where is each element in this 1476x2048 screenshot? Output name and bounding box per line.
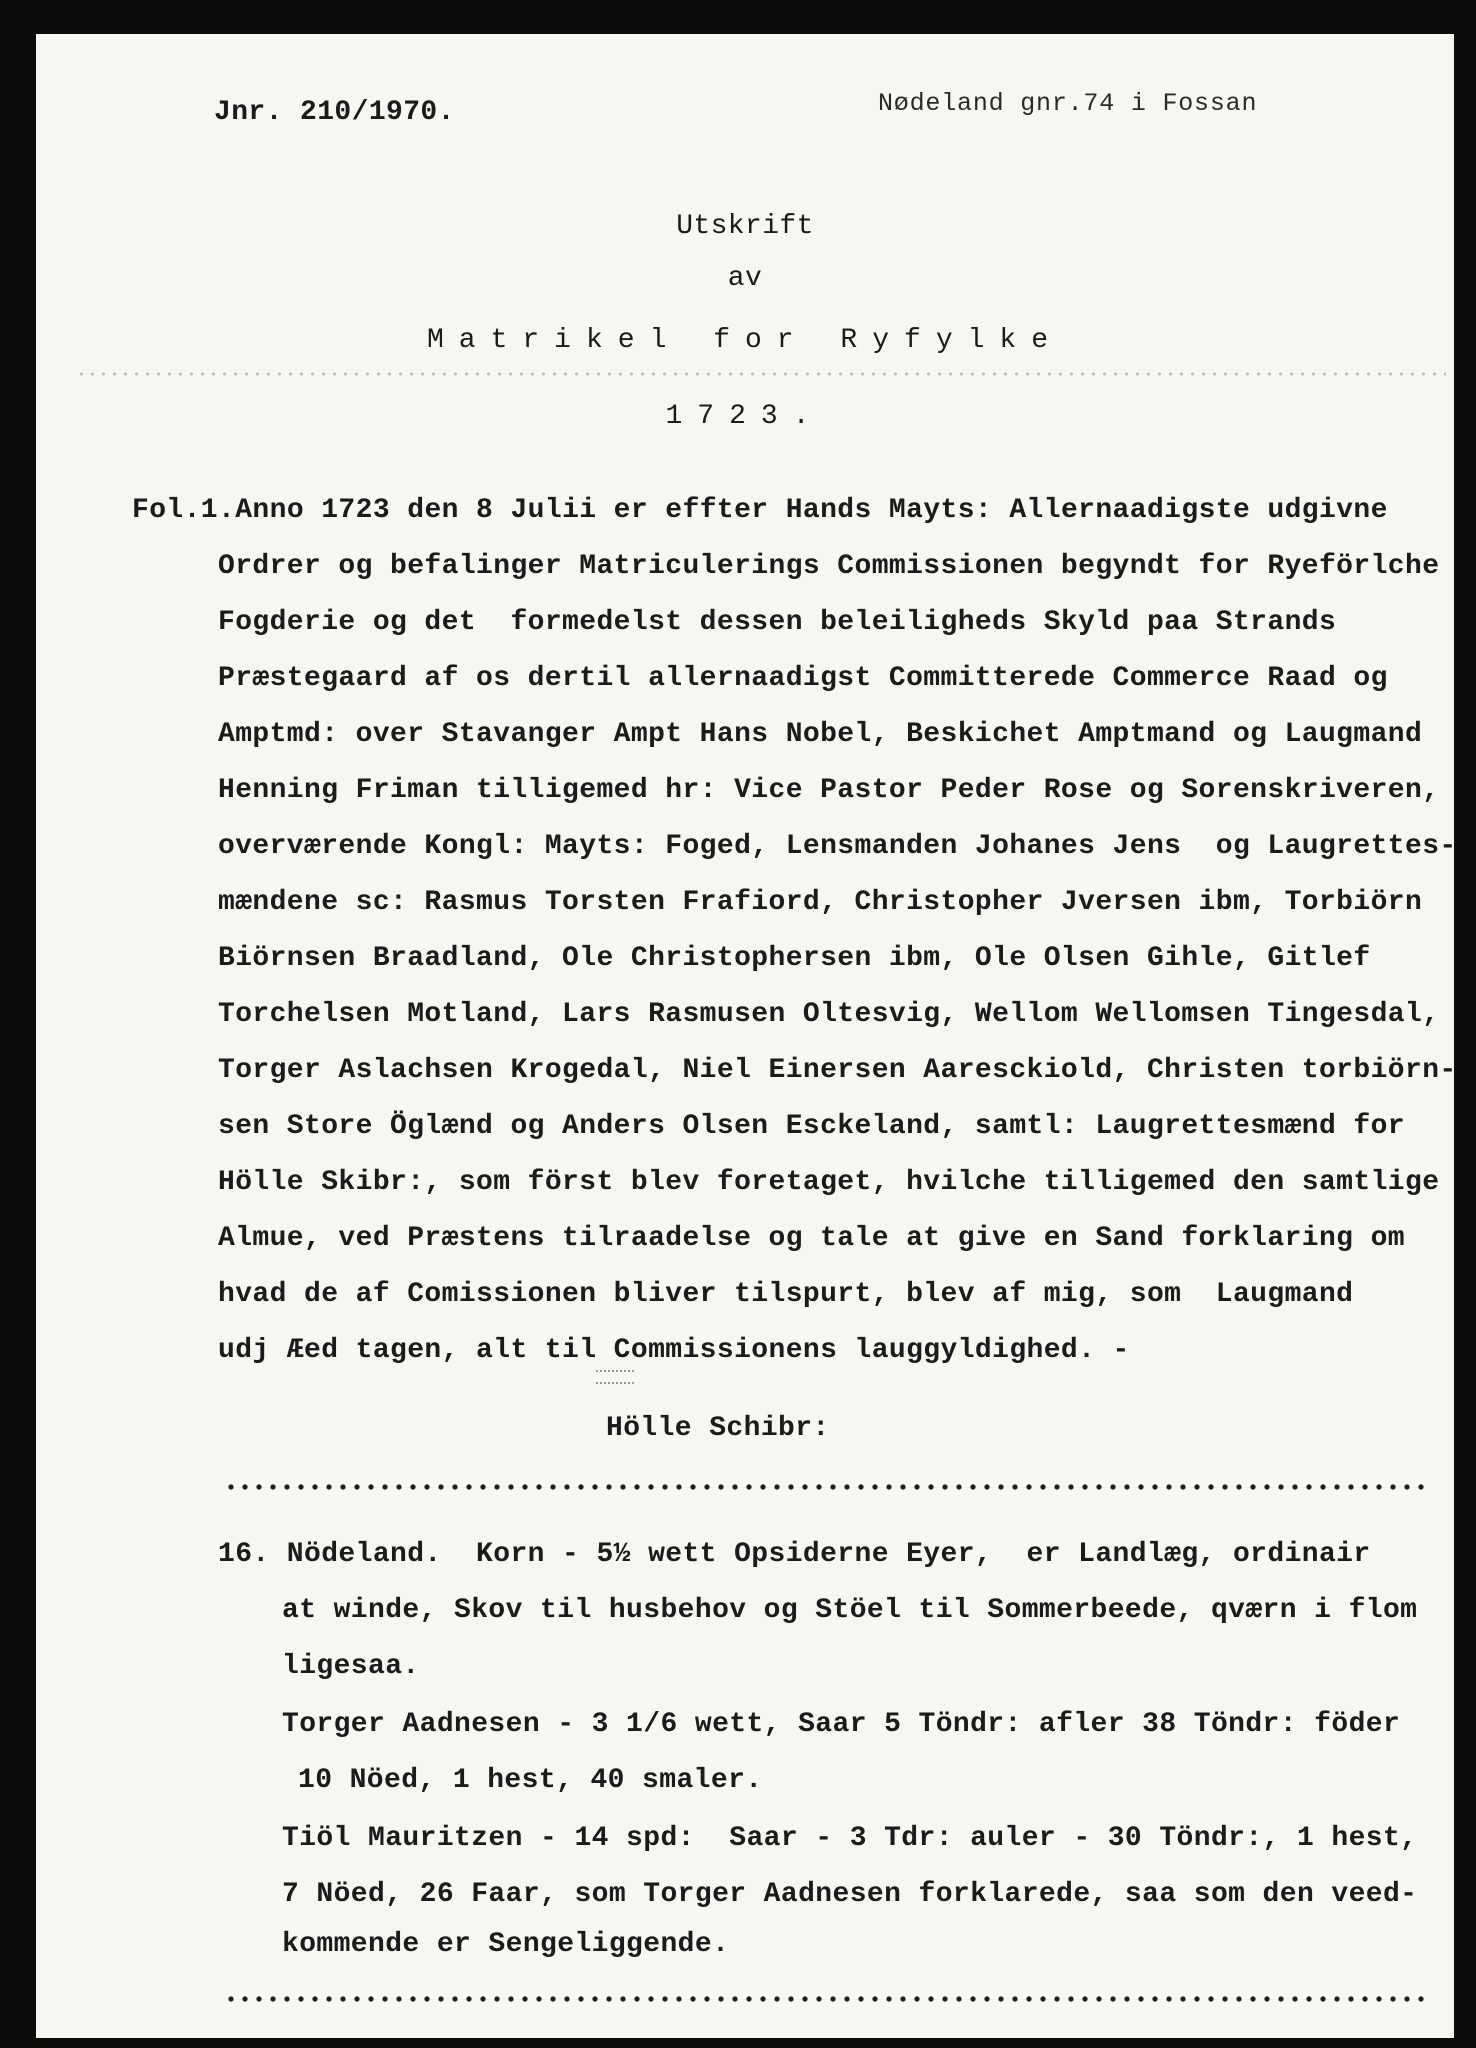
body-line: Fogderie og det formedelst dessen beleiligheds Skyld paa Strands: [218, 607, 1337, 638]
entry-line: ligesaa.: [282, 1651, 420, 1682]
entry-line: Tiöl Mauritzen - 14 spd: Saar - 3 Tdr: auler - 30 Töndr:, 1 hest,: [282, 1823, 1418, 1854]
faint-dotted-rule: [76, 372, 1446, 376]
body-line: Fol.1.Anno 1723 den 8 Julii er effter Hands Mayts: Allernaadigste udgivne: [132, 495, 1388, 526]
entry-line: 7 Nöed, 26 Faar, som Torger Aadnesen forklarede, saa som den veed-: [282, 1879, 1418, 1910]
body-line: Præstegaard af os dertil allernaadigst Committerede Commerce Raad og: [218, 663, 1388, 694]
title-year: 1723.: [665, 401, 825, 432]
body-line: Henning Friman tilligemed hr: Vice Pastor Peder Rose og Sorenskriveren,: [218, 775, 1440, 806]
body-line: hvad de af Comissionen bliver tilspurt, blev af mig, som Laugmand: [218, 1279, 1354, 1310]
body-line: Almue, ved Præstens tilraadelse og tale at give en Sand forklaring om: [218, 1223, 1405, 1254]
faint-mark: [596, 1370, 634, 1384]
entry-line: 16. Nödeland. Korn - 5½ wett Opsiderne Eyer, er Landlæg, ordinair: [218, 1539, 1371, 1570]
body-line: overværende Kongl: Mayts: Foged, Lensmanden Johanes Jens og Laugrettes-: [218, 831, 1457, 862]
entry-line: Torger Aadnesen - 3 1/6 wett, Saar 5 Töndr: afler 38 Töndr: föder: [282, 1709, 1401, 1740]
title-matrikel: Matrikel for Ryfylke: [426, 325, 1064, 356]
body-line: Hölle Skibr:, som först blev foretaget, hvilche tilligemed den samtlige: [218, 1167, 1440, 1198]
body-line: mændene sc: Rasmus Torsten Frafiord, Christopher Jversen ibm, Torbiörn: [218, 887, 1423, 918]
entry-line: at winde, Skov til husbehov og Stöel til Sommerbeede, qværn i flom: [282, 1595, 1418, 1626]
body-line: Ordrer og befalinger Matriculerings Commissionen begyndt for Ryeförlche: [218, 551, 1440, 582]
body-line: Torger Aslachsen Krogedal, Niel Einersen Aaresckiold, Christen torbiörn-: [218, 1055, 1457, 1086]
document-page: [36, 34, 1457, 2038]
body-line: sen Store Öglænd og Anders Olsen Esckeland, samtl: Laugrettesmænd for: [218, 1111, 1405, 1142]
entry-line: kommende er Sengeliggende.: [282, 1929, 730, 1960]
dotted-separator-top: [224, 1484, 1424, 1490]
body-line: Biörnsen Braadland, Ole Christophersen ibm, Ole Olsen Gihle, Gitlef: [218, 943, 1371, 974]
title-av: av: [727, 263, 763, 294]
dotted-separator-bottom: [224, 1996, 1424, 2002]
title-utskrift: Utskrift: [676, 211, 814, 242]
journal-number: Jnr. 210/1970.: [214, 97, 455, 128]
body-line: Amptmd: over Stavanger Ampt Hans Nobel, Beskichet Amptmand og Laugmand: [218, 719, 1423, 750]
body-line: udj Æed tagen, alt til Commissionens lauggyldighed. -: [218, 1335, 1130, 1366]
entry-line: 10 Nöed, 1 hest, 40 smaler.: [298, 1765, 763, 1796]
body-line: Torchelsen Motland, Lars Rasmusen Oltesvig, Wellom Wellomsen Tingesdal,: [218, 999, 1440, 1030]
section-heading: Hölle Schibr:: [606, 1413, 830, 1444]
property-reference: Nødeland gnr.74 i Fossan: [878, 89, 1258, 118]
